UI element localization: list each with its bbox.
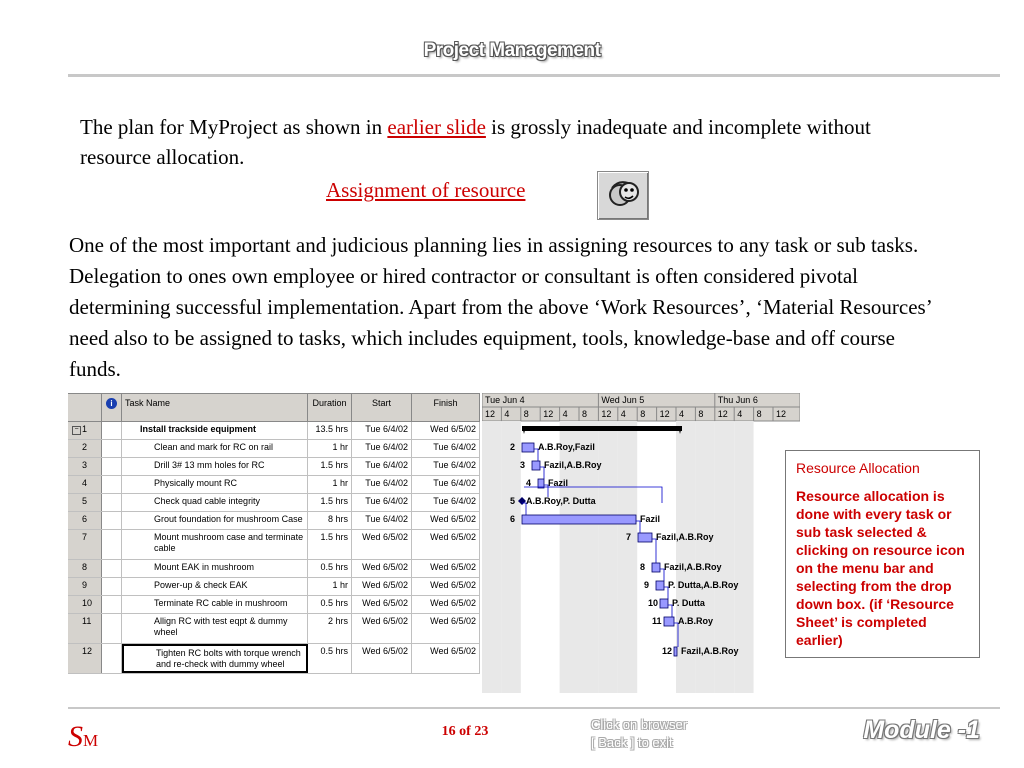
table-row[interactable] (68, 458, 480, 476)
back-hint-line1: Click on browser (591, 717, 688, 732)
table-row[interactable] (68, 512, 480, 530)
logo-s: S (68, 720, 83, 753)
start-cell: Wed 6/5/02 (352, 560, 412, 577)
row-id: 9 (68, 578, 102, 595)
back-hint-line2: [ Back ] to exit (591, 735, 673, 750)
task-name-cell: Power-up & check EAK (122, 578, 308, 595)
row-id: 1 (68, 422, 102, 439)
task-name-cell: Check quad cable integrity (122, 494, 308, 511)
start-cell: Wed 6/5/02 (352, 596, 412, 613)
gantt-task-id: 4 (526, 478, 532, 488)
finish-cell: Wed 6/5/02 (412, 512, 480, 529)
duration-cell: 2 hrs (308, 614, 352, 643)
duration-cell: 13.5 hrs (308, 422, 352, 439)
start-cell: Tue 6/4/02 (352, 440, 412, 457)
gantt-task-id: 6 (510, 514, 516, 524)
gantt-task-id: 2 (510, 442, 516, 452)
gantt-shade (482, 421, 501, 693)
gantt-svg (482, 393, 800, 693)
gantt-hour-label: 8 (582, 409, 588, 419)
back-hint (591, 716, 687, 752)
gantt-hour-label: 8 (698, 409, 704, 419)
slide-title: Project Management (423, 40, 601, 61)
duration-cell: 1 hr (308, 440, 352, 457)
row-indicator (102, 596, 122, 613)
gantt-task-id: 10 (648, 598, 659, 608)
start-cell: Wed 6/5/02 (352, 644, 412, 673)
gantt-hour-label: 4 (562, 409, 568, 419)
module-label: Module -1 (863, 716, 980, 744)
gantt-hour-label: 12 (485, 409, 496, 419)
task-name-cell: Install trackside equipment (122, 422, 308, 439)
task-name-cell: Mount EAK in mushroom (122, 560, 308, 577)
task-name-cell: Physically mount RC (122, 476, 308, 493)
header-duration[interactable]: Duration (308, 394, 352, 422)
finish-cell: Tue 6/4/02 (412, 476, 480, 493)
header-info[interactable] (102, 394, 122, 422)
task-bar (674, 647, 677, 656)
table-row[interactable] (68, 644, 480, 674)
logo (68, 720, 98, 754)
dependency-link (652, 539, 656, 563)
finish-cell: Wed 6/5/02 (412, 578, 480, 595)
gantt-task-id: 8 (640, 562, 646, 572)
table-row[interactable] (68, 578, 480, 596)
row-id: 3 (68, 458, 102, 475)
gantt-hour-label: 12 (543, 409, 554, 419)
gantt-resource-label: Fazil,A.B.Roy (664, 562, 722, 572)
gantt-hour-label: 8 (523, 409, 529, 419)
task-bar (532, 461, 540, 470)
gantt-hour-label: 12 (659, 409, 670, 419)
table-row[interactable] (68, 560, 480, 578)
row-id: 12 (68, 644, 102, 673)
gantt-resource-label: P. Dutta (672, 598, 705, 608)
note-body: Resource allocation is done with every task or sub task selected & clicking on resource icon on the menu bar and selecting from the drop down box. (if ‘Resource Sheet’ is completed earlier) (796, 488, 965, 648)
task-table (68, 393, 480, 694)
gantt-resource-label: Fazil,A.B.Roy (544, 460, 602, 470)
finish-cell: Tue 6/4/02 (412, 458, 480, 475)
task-bar (664, 617, 674, 626)
task-bar (660, 599, 668, 608)
gantt-resource-label: Fazil,A.B.Roy (681, 646, 739, 656)
gantt-task-id: 7 (626, 532, 632, 542)
row-indicator (102, 512, 122, 529)
row-id: 7 (68, 530, 102, 559)
duration-cell: 1.5 hrs (308, 494, 352, 511)
duration-cell: 0.5 hrs (308, 644, 352, 673)
row-indicator (102, 494, 122, 511)
table-row[interactable] (68, 422, 480, 440)
summary-bar (522, 426, 682, 431)
duration-cell: 1 hr (308, 476, 352, 493)
table-row[interactable] (68, 440, 480, 458)
header-task-name[interactable]: Task Name (122, 394, 308, 422)
gantt-resource-label: A.B.Roy (678, 616, 714, 626)
page-number: 16 of 23 (441, 724, 489, 739)
row-id: 10 (68, 596, 102, 613)
row-id: 8 (68, 560, 102, 577)
earlier-slide-link[interactable]: earlier slide (387, 115, 486, 139)
assign-resources-button[interactable] (597, 171, 649, 220)
assignment-link-wrap (326, 178, 525, 203)
start-cell: Tue 6/4/02 (352, 476, 412, 493)
gantt-shade (618, 421, 637, 693)
intro-text (80, 112, 880, 172)
header-start[interactable]: Start (352, 394, 412, 422)
gantt-task-id: 12 (662, 646, 673, 656)
row-id: 6 (68, 512, 102, 529)
gantt-task-id: 11 (652, 616, 662, 626)
task-bar (656, 581, 664, 590)
gantt-shade (501, 421, 520, 693)
row-id: 11 (68, 614, 102, 643)
finish-cell: Wed 6/5/02 (412, 422, 480, 439)
note-title: Resource Allocation (796, 460, 920, 476)
gantt-hour-label: 12 (601, 409, 612, 419)
finish-cell: Wed 6/5/02 (412, 560, 480, 577)
info-icon: i (106, 398, 117, 409)
task-name-cell: Terminate RC cable in mushroom (122, 596, 308, 613)
row-id: 2 (68, 440, 102, 457)
task-bar (652, 563, 660, 572)
header-finish[interactable]: Finish (412, 394, 480, 422)
table-row[interactable] (68, 596, 480, 614)
duration-cell: 0.5 hrs (308, 596, 352, 613)
footer-divider (68, 707, 1000, 709)
task-name-cell: Clean and mark for RC on rail (122, 440, 308, 457)
row-indicator (102, 644, 122, 673)
gantt-task-id: 9 (644, 580, 650, 590)
intro-before: The plan for MyProject as shown in (80, 115, 388, 139)
table-row[interactable] (68, 530, 480, 560)
body-paragraph: One of the most important and judicious planning lies in assigning resources to any task or sub tasks. Delegation to ones own employee or hired contractor or consultant is often considered pivotal determining successful implementation. Apart from the above ‘Work Resources’, ‘Material Resources’ need also to be assigned to tasks, which includes equipment, tools, knowledge-base and off course funds. (69, 233, 932, 381)
gantt-day-label: Thu Jun 6 (717, 395, 758, 405)
finish-cell: Wed 6/5/02 (412, 596, 480, 613)
start-cell: Tue 6/4/02 (352, 458, 412, 475)
row-indicator (102, 530, 122, 559)
start-cell: Wed 6/5/02 (352, 578, 412, 595)
row-indicator (102, 476, 122, 493)
gantt-hour-label: 12 (776, 409, 787, 419)
gantt-task-id: 3 (520, 460, 526, 470)
finish-cell: Wed 6/5/02 (412, 644, 480, 673)
finish-cell: Tue 6/4/02 (412, 440, 480, 457)
task-name-cell: Allign RC with test eqpt & dummy wheel (122, 614, 308, 643)
gantt-hour-label: 8 (640, 409, 646, 419)
gantt-resource-label: A.B.Roy,P. Dutta (526, 496, 596, 506)
duration-cell: 8 hrs (308, 512, 352, 529)
gantt-hour-label: 4 (679, 409, 685, 419)
row-indicator (102, 422, 122, 439)
title-divider (68, 74, 1000, 77)
collapse-icon[interactable]: − (72, 426, 81, 435)
table-row[interactable] (68, 494, 480, 512)
header-id (68, 394, 102, 422)
gantt-chart (482, 393, 800, 693)
task-name-cell: Mount mushroom case and terminate cable (122, 530, 308, 559)
logo-m: M (83, 731, 99, 750)
row-indicator (102, 578, 122, 595)
start-cell: Tue 6/4/02 (352, 494, 412, 511)
duration-cell: 1.5 hrs (308, 458, 352, 475)
gantt-resource-label: Fazil (640, 514, 661, 524)
task-bar (638, 533, 652, 542)
row-indicator (102, 458, 122, 475)
gantt-hour-label: 4 (504, 409, 510, 419)
task-name-cell: Tighten RC bolts with torque wrench and re-check with dummy wheel (122, 644, 308, 673)
task-name-cell: Drill 3# 13 mm holes for RC (122, 458, 308, 475)
row-id: 4 (68, 476, 102, 493)
start-cell: Tue 6/4/02 (352, 512, 412, 529)
finish-cell: Tue 6/4/02 (412, 494, 480, 511)
start-cell: Tue 6/4/02 (352, 422, 412, 439)
gantt-hour-label: 12 (717, 409, 728, 419)
gantt-hour-label: 4 (620, 409, 626, 419)
duration-cell: 0.5 hrs (308, 560, 352, 577)
duration-cell: 1 hr (308, 578, 352, 595)
finish-cell: Wed 6/5/02 (412, 614, 480, 643)
intro-after: is grossly inadequate and incomplete without resource allocation. (80, 115, 871, 169)
assignment-of-resource-link[interactable]: Assignment of resource (326, 178, 526, 202)
table-row[interactable] (68, 614, 480, 644)
row-id: 5 (68, 494, 102, 511)
gantt-day-label: Tue Jun 4 (485, 395, 525, 405)
gantt-hour-label: 4 (737, 409, 743, 419)
gantt-resource-label: Fazil (548, 478, 569, 488)
gantt-task-id: 5 (510, 496, 516, 506)
duration-cell: 1.5 hrs (308, 530, 352, 559)
gantt-hour-label: 8 (756, 409, 762, 419)
row-indicator (102, 440, 122, 457)
task-bar (522, 515, 636, 524)
gantt-day-label: Wed Jun 5 (601, 395, 645, 405)
gantt-resource-label: P. Dutta,A.B.Roy (668, 580, 739, 590)
gantt-resource-label: A.B.Roy,Fazil (538, 442, 595, 452)
start-cell: Wed 6/5/02 (352, 614, 412, 643)
row-indicator (102, 614, 122, 643)
task-name-cell: Grout foundation for mushroom Case (122, 512, 308, 529)
assign-resources-icon (598, 172, 648, 219)
task-bar (522, 443, 534, 452)
row-indicator (102, 560, 122, 577)
finish-cell: Wed 6/5/02 (412, 530, 480, 559)
resource-allocation-note (785, 450, 980, 658)
gantt-resource-label: Fazil,A.B.Roy (656, 532, 714, 542)
table-row[interactable] (68, 476, 480, 494)
start-cell: Wed 6/5/02 (352, 530, 412, 559)
